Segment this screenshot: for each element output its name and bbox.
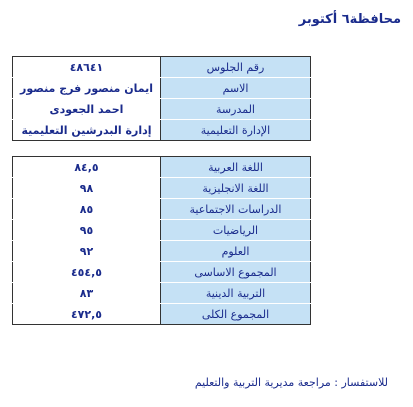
school-value: احمد الجعودى — [13, 99, 161, 120]
total-label: المجموع الكلى — [161, 304, 311, 325]
subject-label: اللغة العربية — [161, 157, 311, 178]
subject-grade: ٩٢ — [13, 241, 161, 262]
table-row — [13, 220, 311, 241]
administration-label: الإدارة التعليمية — [161, 120, 311, 141]
total-value: ٤٧٢,٥ — [13, 304, 161, 325]
subject-label: الدراسات الاجتماعية — [161, 199, 311, 220]
subject-grade: ٩٨ — [13, 178, 161, 199]
table-row — [13, 57, 311, 78]
subject-grade: ٨٣ — [13, 283, 161, 304]
table-row — [13, 304, 311, 325]
table-row — [13, 283, 311, 304]
name-value: ايمان منصور فرج منصور — [13, 78, 161, 99]
table-row — [13, 241, 311, 262]
table-row — [13, 99, 311, 120]
subject-grade: ٩٥ — [13, 220, 161, 241]
subtotal-label: المجموع الاساسى — [161, 262, 311, 283]
table-row — [13, 262, 311, 283]
subtotal-value: ٤٥٤,٥ — [13, 262, 161, 283]
school-label: المدرسة — [161, 99, 311, 120]
subject-label: التربية الدينية — [161, 283, 311, 304]
table-row — [13, 199, 311, 220]
table-row — [13, 157, 311, 178]
subject-grade: ٨٤,٥ — [13, 157, 161, 178]
grades-table — [12, 156, 311, 325]
table-row — [13, 78, 311, 99]
table-row — [13, 120, 311, 141]
subject-grade: ٨٥ — [13, 199, 161, 220]
inquiry-note: للاستفسار : مراجعة مديرية التربية والتعليم — [194, 376, 388, 389]
student-info-table — [12, 56, 311, 141]
page-title: محافظة٦ أكتوبر — [298, 12, 401, 27]
subject-label: اللغة الانجليزية — [161, 178, 311, 199]
seat-number-label: رقم الجلوس — [161, 57, 311, 78]
name-label: الاسم — [161, 78, 311, 99]
administration-value: إدارة البدرشين التعليمية — [13, 120, 161, 141]
subject-label: الرياضيات — [161, 220, 311, 241]
table-row — [13, 178, 311, 199]
subject-label: العلوم — [161, 241, 311, 262]
seat-number-value: ٤٨٦٤١ — [13, 57, 161, 78]
